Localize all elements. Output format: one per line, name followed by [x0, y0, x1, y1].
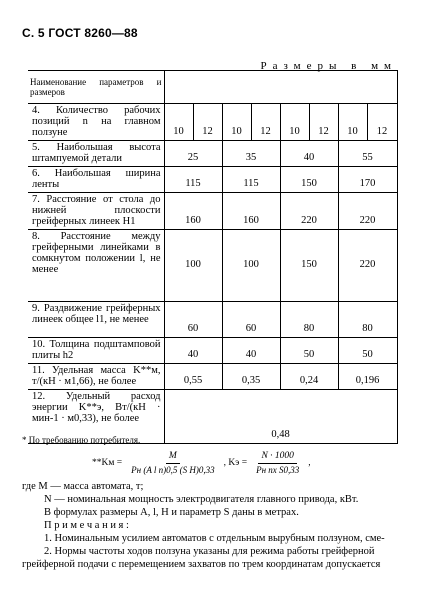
- cell: 150: [280, 230, 338, 302]
- table-row: [28, 193, 397, 230]
- row-label: 12. Удельный расход энергии K**э, Вт/(кН · мин-1 · м0,33), не более: [28, 390, 164, 444]
- cell: 115: [164, 167, 222, 193]
- cell: 0,55: [164, 364, 222, 390]
- cell: 10: [164, 104, 193, 141]
- row-label: 9. Раздвижение грейферных линеек общее l1, не менее: [28, 302, 164, 338]
- cell: 50: [338, 338, 397, 364]
- cell: 115: [222, 167, 280, 193]
- table-row: [28, 141, 397, 167]
- row-label: 10. Толщина подштамповой плиты h2: [28, 338, 164, 364]
- table-row: [28, 364, 397, 390]
- cell: 55: [338, 141, 397, 167]
- cell: 12: [251, 104, 280, 141]
- cell: 40: [222, 338, 280, 364]
- column-header: Наименование параметров и размеров: [28, 71, 164, 104]
- cell: 160: [222, 193, 280, 230]
- cell: 10: [338, 104, 367, 141]
- cell: 40: [280, 141, 338, 167]
- cell: 100: [164, 230, 222, 302]
- notes-section: [22, 434, 402, 571]
- cell: 220: [338, 230, 397, 302]
- cell: 12: [193, 104, 222, 141]
- spec-table: [28, 70, 398, 444]
- cell: 220: [280, 193, 338, 230]
- cell: 0,48: [164, 390, 397, 444]
- cell: 0,24: [280, 364, 338, 390]
- formula-ke-num: N · 1000: [258, 450, 296, 464]
- cell: 60: [164, 302, 222, 338]
- cell: 150: [280, 167, 338, 193]
- notes-title: П р и м е ч а н и я :: [44, 520, 129, 531]
- cell: 160: [164, 193, 222, 230]
- formula-km-den: Pн (A l n)0,5 (S H)0,33: [131, 465, 215, 475]
- row-label: 11. Удельная масса K**м, т/(кН · м1,66), не более: [28, 364, 164, 390]
- cell: 12: [367, 104, 397, 141]
- cell: 100: [222, 230, 280, 302]
- formula-km-fraction: [128, 450, 218, 477]
- cell: 25: [164, 141, 222, 167]
- cell: 170: [338, 167, 397, 193]
- cell: 80: [338, 302, 397, 338]
- page-header: С. 5 ГОСТ 8260—88: [22, 26, 138, 40]
- cell: 40: [164, 338, 222, 364]
- where-n: N — номинальная мощность электродвигателя главного привода, кВт.: [44, 494, 359, 505]
- cell: 50: [280, 338, 338, 364]
- cell: 35: [222, 141, 280, 167]
- formula-km-num: M: [166, 450, 180, 464]
- cell: 10: [280, 104, 309, 141]
- where-m: где M — масса автомата, т;: [22, 481, 144, 492]
- footnote-star: * По требованию потребителя.: [22, 435, 141, 445]
- formula-ke-left: , Kэ =: [223, 458, 248, 468]
- row-label: 6. Наибольшая ширина ленты: [28, 167, 164, 193]
- units-label: Размеры в мм: [260, 60, 397, 72]
- row-label: 5. Наибольшая высота штампуемой детали: [28, 141, 164, 167]
- formulas-note: В формулах размеры A, l, H и параметр S даны в метрах.: [44, 507, 299, 518]
- cell: 12: [309, 104, 338, 141]
- formula-ke-fraction: [253, 450, 302, 477]
- header-blank: [164, 71, 397, 104]
- note-1: 1. Номинальным усилием автоматов с отдельным вырубным ползуном, сме-: [44, 533, 385, 544]
- cell: 80: [280, 302, 338, 338]
- formula-ke-den: Pн nх S0,33: [256, 465, 300, 475]
- note-2-cont: грейферной подачи с перемещением захватов по трем координатам допускается: [22, 559, 381, 570]
- note-2: 2. Нормы частоты ходов ползуна указаны для режима работы грейферной: [44, 546, 375, 557]
- table-row: [28, 167, 397, 193]
- cell: 220: [338, 193, 397, 230]
- formula-km-left: **Kм =: [92, 458, 123, 468]
- row-label: 8. Расстояние между грейферными линейками в сомкнутом положении l, не менее: [28, 230, 164, 302]
- table-row: [28, 230, 397, 302]
- cell: 0,35: [222, 364, 280, 390]
- formula-ke-tail: ,: [308, 458, 311, 468]
- table-row: [28, 104, 397, 141]
- table-row: [28, 302, 397, 338]
- table-row: [28, 338, 397, 364]
- cell: 10: [222, 104, 251, 141]
- row-label: 7. Расстояние от стола до нижней плоскости грейферных линеек H1: [28, 193, 164, 230]
- table-header-row: [28, 71, 397, 104]
- cell: 60: [222, 302, 280, 338]
- cell: 0,196: [338, 364, 397, 390]
- row-label: 4. Количество рабочих позиций n на главном ползуне: [28, 104, 164, 141]
- formulas: [92, 450, 402, 477]
